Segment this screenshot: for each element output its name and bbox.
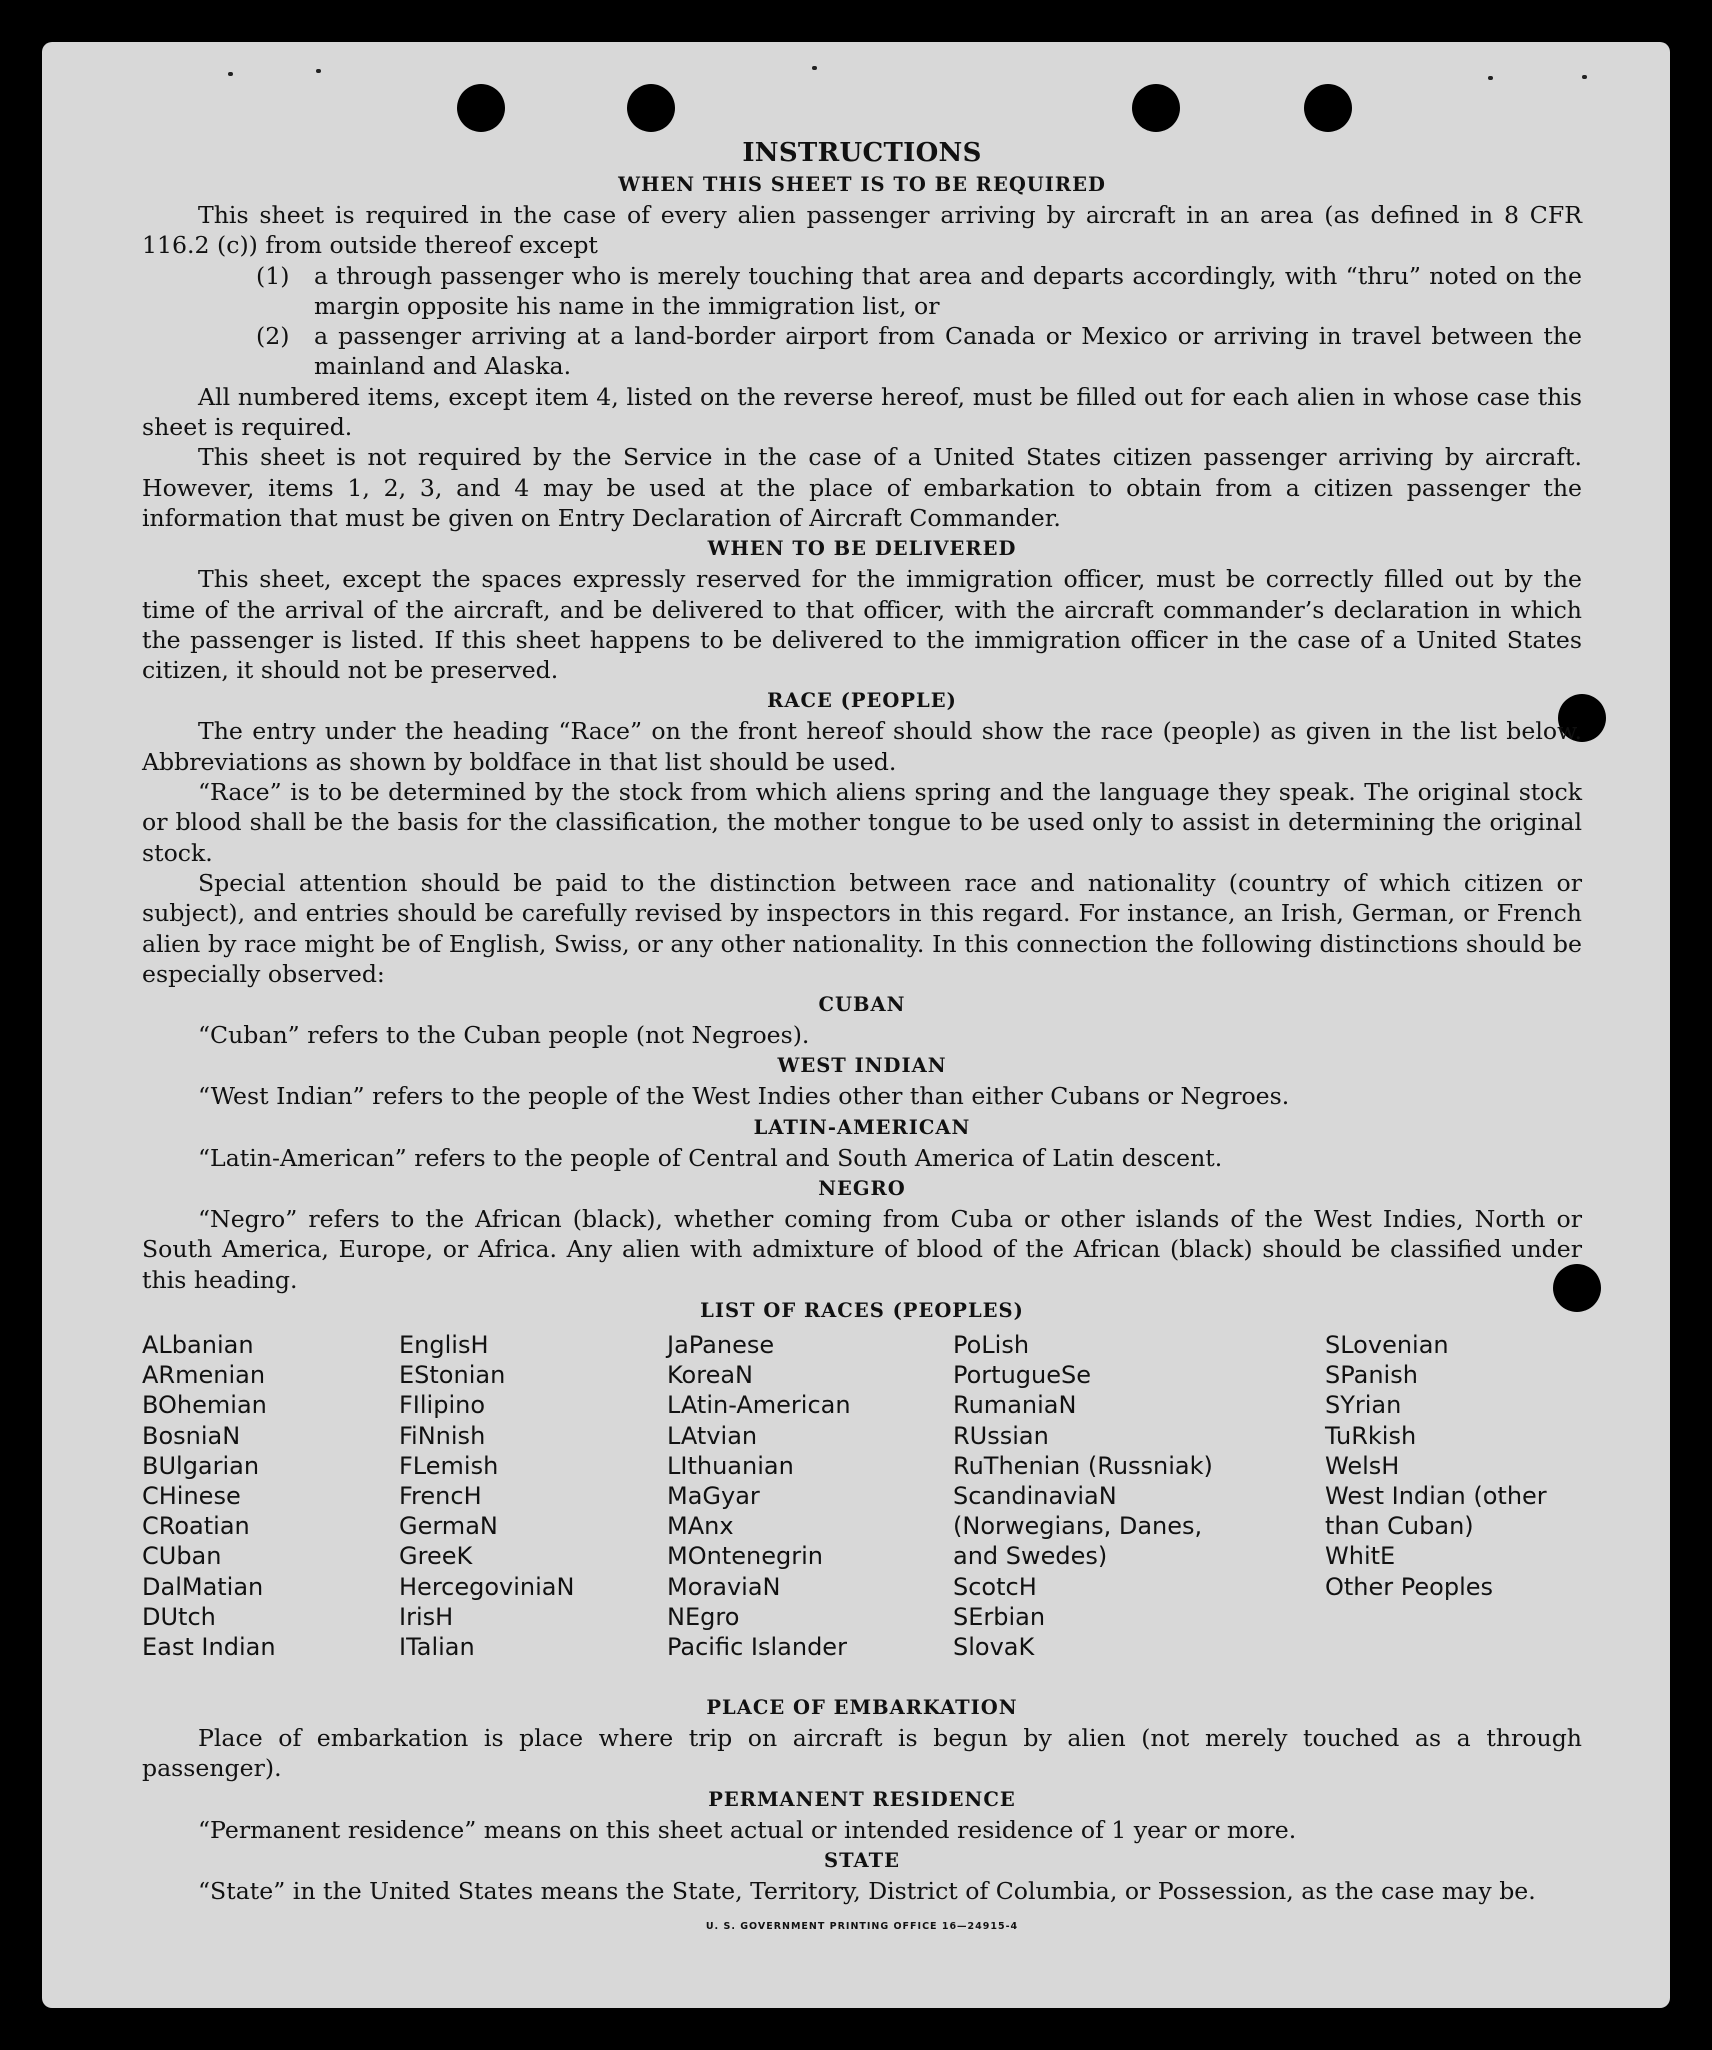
races-column <box>399 1330 574 1662</box>
race-entry: TuRkish <box>1325 1421 1417 1450</box>
race-entry: JaPanese <box>667 1330 775 1359</box>
races-column <box>953 1330 1253 1662</box>
race-entry: MaGyar <box>667 1481 760 1510</box>
paper-speck <box>1488 76 1493 80</box>
paragraph: The entry under the heading “Race” on the front hereof should show the race (people) as given in the list below. Abbreviations as shown by boldface in that list should be used. <box>142 717 1582 776</box>
section-heading: LIST OF RACES (PEOPLES) <box>700 1298 1024 1322</box>
punch-hole <box>627 84 675 132</box>
race-entry: FLemish <box>399 1451 499 1480</box>
item-text: a through passenger who is merely touching that area and departs accordingly, with “thru” noted on the margin opposite his name in the immigration list, or <box>314 261 1582 320</box>
exception-item <box>142 321 1582 382</box>
race-entry: FiNnish <box>399 1421 486 1450</box>
race-entry: LAtvian <box>667 1421 758 1450</box>
paragraph: “Negro” refers to the African (black), whether coming from Cuba or other islands of the West Indies, North or South America, Europe, or Africa. Any alien with admixture of blood of the African (black) should be classified under this heading. <box>142 1205 1582 1294</box>
document-sheet <box>42 42 1670 2008</box>
paragraph: “Latin-American” refers to the people of Central and South America of Latin descent. <box>198 1143 1223 1172</box>
paragraph: “West Indian” refers to the people of the West Indies other than either Cubans or Negroes. <box>198 1082 1290 1111</box>
paragraph: “Race” is to be determined by the stock from which aliens spring and the language they speak. The original stock or blood shall be the basis for the classification, the mother tongue to be used only to assist in determining the original stock. <box>142 778 1582 867</box>
paragraph: This sheet, except the spaces expressly reserved for the immigration officer, must be correctly filled out by the time of the arrival of the aircraft, and be delivered to that officer, with the aircraft commander’s declaration in which the passenger is listed. If this sheet happens to be delivered to the immigration officer in the case of a United States citizen, it should not be preserved. <box>142 565 1582 685</box>
paper-speck <box>812 66 817 70</box>
item-number: (1) <box>256 261 290 290</box>
race-entry: SLovenian <box>1325 1330 1449 1359</box>
punch-hole <box>1132 84 1180 132</box>
race-entry: PortugueSe <box>953 1361 1091 1390</box>
section-heading: PERMANENT RESIDENCE <box>708 1787 1016 1811</box>
races-column <box>667 1330 851 1662</box>
race-entry: DUtch <box>142 1602 216 1631</box>
race-entry: MAnx <box>667 1512 734 1541</box>
race-entry: NEgro <box>667 1602 740 1631</box>
race-entry: ARmenian <box>142 1361 266 1390</box>
paragraph: “State” in the United States means the State, Territory, District of Columbia, or Possession, as the case may be. <box>198 1876 1536 1905</box>
section-heading: WHEN TO BE DELIVERED <box>707 537 1017 561</box>
race-entry: LAtin-American <box>667 1391 851 1420</box>
section-heading: PLACE OF EMBARKATION <box>706 1695 1018 1719</box>
punch-hole <box>1304 84 1352 132</box>
section-heading: CUBAN <box>818 993 906 1017</box>
race-entry: GreeK <box>399 1542 473 1571</box>
race-entry: EnglisH <box>399 1330 489 1359</box>
item-number: (2) <box>256 322 290 351</box>
paragraph: “Cuban” refers to the Cuban people (not Negroes). <box>198 1021 810 1050</box>
race-entry: WhitE <box>1325 1542 1396 1571</box>
race-entry: ALbanian <box>142 1330 254 1359</box>
item-text: a passenger arriving at a land-border airport from Canada or Mexico or arriving in travel between the mainland and Alaska. <box>314 322 1582 381</box>
race-entry: CUban <box>142 1542 222 1571</box>
race-entry: DalMatian <box>142 1572 264 1601</box>
race-entry: SErbian <box>953 1602 1046 1631</box>
section-heading: NEGRO <box>818 1177 906 1201</box>
race-entry: RumaniaN <box>953 1391 1077 1420</box>
races-column <box>142 1330 276 1662</box>
race-entry: KoreaN <box>667 1361 753 1390</box>
paragraph: This sheet is required in the case of every alien passenger arriving by aircraft in an area (as defined in 8 CFR 116.2 (c)) from outside thereof except <box>142 201 1582 260</box>
race-entry: RUssian <box>953 1421 1049 1450</box>
paragraph: All numbered items, except item 4, listed on the reverse hereof, must be filled out for each alien in whose case this sheet is required. <box>142 382 1582 442</box>
race-entry: ITalian <box>399 1632 475 1661</box>
race-entry: BOhemian <box>142 1391 267 1420</box>
race-entry: ScandinaviaN (Norwegians, Danes, and Swedes) <box>953 1481 1203 1571</box>
race-entry: West Indian (other than Cuban) <box>1325 1481 1547 1541</box>
section-heading: LATIN-AMERICAN <box>753 1115 971 1139</box>
printer-footer: U. S. GOVERNMENT PRINTING OFFICE 16—24915-4 <box>705 1921 1019 1933</box>
section-heading: STATE <box>824 1848 900 1872</box>
section-heading: WEST INDIAN <box>777 1054 947 1078</box>
race-entry: FrencH <box>399 1481 482 1510</box>
race-entry: FIlipino <box>399 1391 486 1420</box>
paper-speck <box>228 72 233 76</box>
race-entry: Other Peoples <box>1325 1572 1494 1601</box>
race-entry: LIthuanian <box>667 1451 794 1480</box>
punch-hole <box>457 84 505 132</box>
race-entry: BUlgarian <box>142 1451 260 1480</box>
race-entry: PoLish <box>953 1330 1030 1359</box>
paragraph: Place of embarkation is place where trip on aircraft is begun by alien (not merely touched as a through passenger). <box>142 1723 1582 1783</box>
race-entry: CHinese <box>142 1481 241 1510</box>
race-entry: BosniaN <box>142 1421 241 1450</box>
race-entry: SlovaK <box>953 1632 1035 1661</box>
race-entry: CRoatian <box>142 1512 250 1541</box>
race-entry: MoraviaN <box>667 1572 781 1601</box>
section-heading: RACE (PEOPLE) <box>767 689 957 713</box>
document-content <box>142 138 1582 1942</box>
paragraph: Special attention should be paid to the distinction between race and nationality (country of which citizen or subject), and entries should be carefully revised by inspectors in this regard. For instance, an Irish, German, or French alien by race might be of English, Swiss, or any other nationality. In this connection the following distinctions should be especially observed: <box>142 868 1582 988</box>
section-heading: WHEN THIS SHEET IS TO BE REQUIRED <box>618 173 1106 196</box>
race-entry: Pacific Islander <box>667 1632 847 1661</box>
race-entry: RuThenian (Russniak) <box>953 1451 1213 1480</box>
document-title: INSTRUCTIONS <box>742 138 982 168</box>
race-entry: SPanish <box>1325 1361 1418 1390</box>
paragraph: “Permanent residence” means on this sheet actual or intended residence of 1 year or more. <box>198 1815 1297 1844</box>
exception-item <box>142 261 1582 322</box>
paper-speck <box>1582 75 1587 79</box>
races-list <box>142 1330 1582 1692</box>
race-entry: IrisH <box>399 1602 454 1631</box>
race-entry: HercegoviniaN <box>399 1572 575 1601</box>
race-entry: East Indian <box>142 1632 276 1661</box>
paper-speck <box>316 69 321 73</box>
paragraph: This sheet is not required by the Service in the case of a United States citizen passenger arriving by aircraft. However, items 1, 2, 3, and 4 may be used at the place of embarkation to obtain from a citizen passenger the information that must be given on Entry Declaration of Aircraft Commander. <box>142 443 1582 532</box>
race-entry: GermaN <box>399 1512 498 1541</box>
races-column <box>1325 1330 1583 1602</box>
race-entry: MOntenegrin <box>667 1542 823 1571</box>
race-entry: ScotcH <box>953 1572 1037 1601</box>
race-entry: WelsH <box>1325 1451 1400 1480</box>
race-entry: SYrian <box>1325 1391 1402 1420</box>
race-entry: EStonian <box>399 1361 506 1390</box>
